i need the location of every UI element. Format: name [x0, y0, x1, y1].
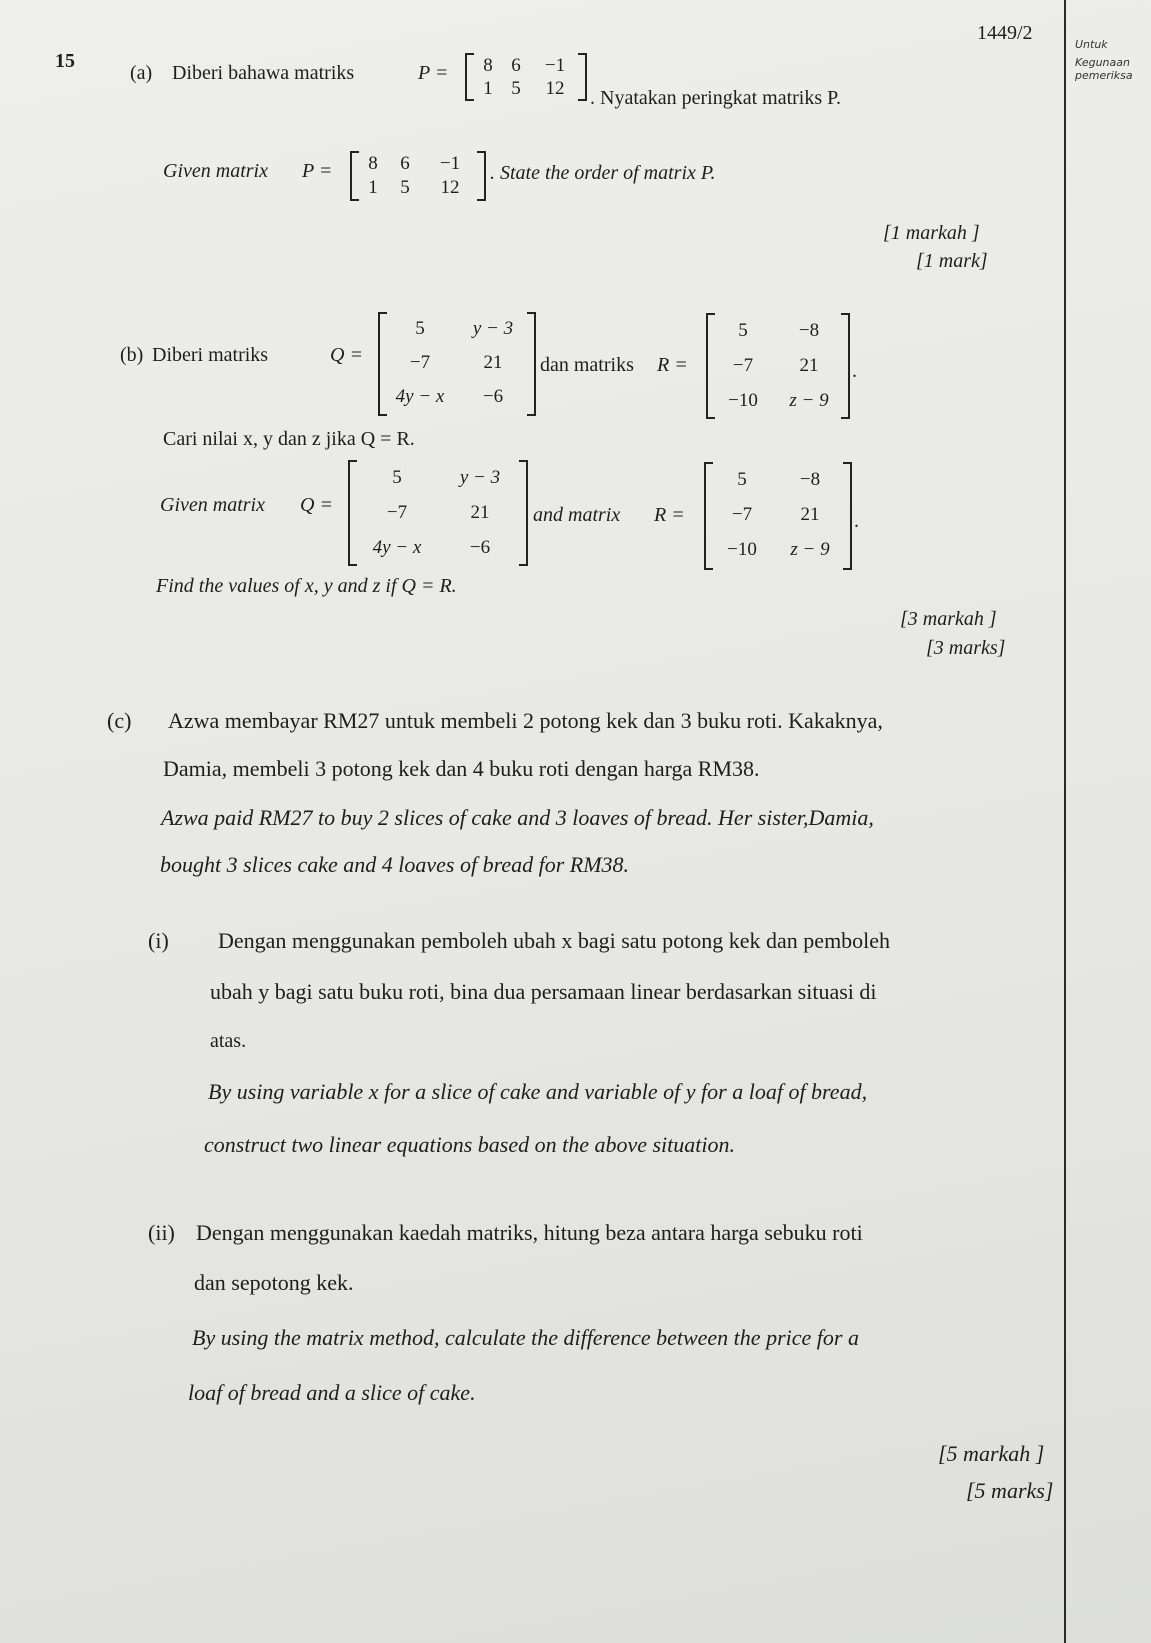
matrix-q-en: [348, 460, 528, 566]
matrix-cell: −7: [731, 504, 753, 525]
part-b-en-and: and matrix: [533, 504, 621, 526]
matrix-cell: 5: [737, 469, 747, 490]
margin-label-3: pemeriksa: [1075, 69, 1133, 82]
matrix-cell: z − 9: [789, 390, 829, 411]
matrix-cell: 4y − x: [372, 537, 422, 558]
matrix-cell: 12: [545, 78, 565, 99]
matrix-cell: z − 9: [790, 539, 830, 560]
matrix-p-name-ms: P =: [418, 62, 449, 84]
part-c-ms-line1: Azwa membayar RM27 untuk membeli 2 potong kek dan 3 buku roti. Kakaknya,: [168, 708, 883, 733]
part-c-i-en-line1: By using variable x for a slice of cake and variable of y for a loaf of bread,: [208, 1079, 868, 1104]
part-a-ms-question: . Nyatakan peringkat matriks P.: [590, 87, 842, 109]
part-c-i-ms-line1: Dengan menggunakan pemboleh ubah x bagi satu potong kek dan pemboleh: [218, 928, 891, 953]
matrix-r-name-en: R =: [654, 504, 685, 526]
question-number: 15: [55, 50, 75, 72]
part-c-marks-ms: [5 markah ]: [938, 1441, 1045, 1466]
matrix-cell: −8: [799, 469, 821, 490]
part-a-en-text: Given matrix: [163, 160, 268, 182]
margin-label-2: Kegunaan: [1075, 56, 1130, 69]
matrix-cell: 1: [368, 177, 378, 198]
matrix-p-name-en: P =: [302, 160, 333, 182]
part-c-i-ms-line2: ubah y bagi satu buku roti, bina dua persamaan linear berdasarkan situasi di: [210, 979, 877, 1004]
period: .: [854, 510, 859, 532]
matrix-cell: y − 3: [472, 318, 514, 339]
part-a-label: (a): [130, 62, 153, 84]
matrix-cell: 5: [400, 177, 410, 198]
part-c-i-ms-line3: atas.: [210, 1030, 247, 1052]
matrix-cell: −7: [409, 352, 431, 373]
matrix-cell: −10: [727, 539, 757, 560]
part-b-ms-text: Diberi matriks: [152, 344, 269, 366]
part-c-i-label: (i): [148, 928, 169, 953]
margin-label-1: Untuk: [1075, 38, 1108, 51]
part-b-marks-ms: [3 markah ]: [900, 608, 997, 630]
matrix-cell: 12: [440, 177, 460, 198]
matrix-cell: −10: [728, 390, 758, 411]
matrix-cell: 5: [415, 318, 425, 339]
matrix-cell: 6: [400, 153, 410, 174]
part-c-ii-label: (ii): [148, 1220, 175, 1245]
matrix-cell: 6: [511, 55, 521, 76]
matrix-cell: −7: [386, 502, 408, 523]
part-c-en-line1: Azwa paid RM27 to buy 2 slices of cake and 3 loaves of bread. Her sister,Damia,: [161, 805, 874, 830]
matrix-p-en: [350, 151, 486, 201]
matrix-cell: −6: [469, 537, 491, 558]
matrix-cell: 4y − x: [395, 386, 445, 407]
period: .: [852, 360, 857, 382]
part-a-marks-en: [1 mark]: [916, 250, 988, 272]
matrix-r-en: [704, 462, 852, 570]
part-c-i-en-line2: construct two linear equations based on the above situation.: [204, 1132, 736, 1157]
part-b-en-find: Find the values of x, y and z if Q = R.: [156, 575, 457, 597]
part-c-ms-line2: Damia, membeli 3 potong kek dan 4 buku roti dengan harga RM38.: [163, 756, 760, 781]
matrix-cell: 21: [470, 502, 490, 523]
paper-code: 1449/2: [977, 22, 1033, 44]
part-c-ii-ms-line2: dan sepotong kek.: [194, 1270, 354, 1295]
part-b-ms-find: Cari nilai x, y dan z jika Q = R.: [163, 428, 415, 450]
matrix-cell: −6: [482, 386, 504, 407]
matrix-q-name-ms: Q =: [330, 344, 363, 366]
matrix-cell: 1: [483, 78, 493, 99]
part-a-ms-text: Diberi bahawa matriks: [172, 62, 355, 84]
matrix-cell: 5: [392, 467, 402, 488]
matrix-cell: 8: [483, 55, 493, 76]
part-c-ii-en-line2: loaf of bread and a slice of cake.: [188, 1380, 476, 1405]
matrix-r-ms: [706, 313, 850, 419]
margin-divider: [1064, 0, 1066, 1643]
matrix-p-ms: [465, 53, 587, 101]
part-c-en-line2: bought 3 slices cake and 4 loaves of bread for RM38.: [160, 852, 630, 877]
matrix-cell: −1: [544, 55, 566, 76]
matrix-cell: y − 3: [459, 467, 501, 488]
part-b-label: (b): [120, 344, 144, 366]
part-c-marks-en: [5 marks]: [966, 1478, 1054, 1503]
matrix-cell: 21: [799, 355, 819, 376]
matrix-cell: 8: [368, 153, 378, 174]
matrix-cell: −1: [439, 153, 461, 174]
matrix-cell: −7: [732, 355, 754, 376]
part-c-ii-ms-line1: Dengan menggunakan kaedah matriks, hitung beza antara harga sebuku roti: [196, 1220, 863, 1245]
part-c-ii-en-line1: By using the matrix method, calculate the difference between the price for a: [192, 1325, 859, 1350]
part-b-en-text: Given matrix: [160, 494, 265, 516]
matrix-r-name-ms: R =: [657, 354, 688, 376]
matrix-q-name-en: Q =: [300, 494, 333, 516]
matrix-cell: −8: [798, 320, 820, 341]
part-b-marks-en: [3 marks]: [926, 637, 1006, 659]
part-a-en-question: . State the order of matrix P.: [490, 162, 716, 184]
matrix-cell: 5: [738, 320, 748, 341]
part-a-marks-ms: [1 markah ]: [883, 222, 980, 244]
part-c-label: (c): [107, 708, 132, 733]
matrix-q-ms: [378, 312, 536, 416]
matrix-cell: 21: [483, 352, 503, 373]
matrix-cell: 21: [800, 504, 820, 525]
matrix-cell: 5: [511, 78, 521, 99]
part-b-ms-and: dan matriks: [540, 354, 634, 376]
